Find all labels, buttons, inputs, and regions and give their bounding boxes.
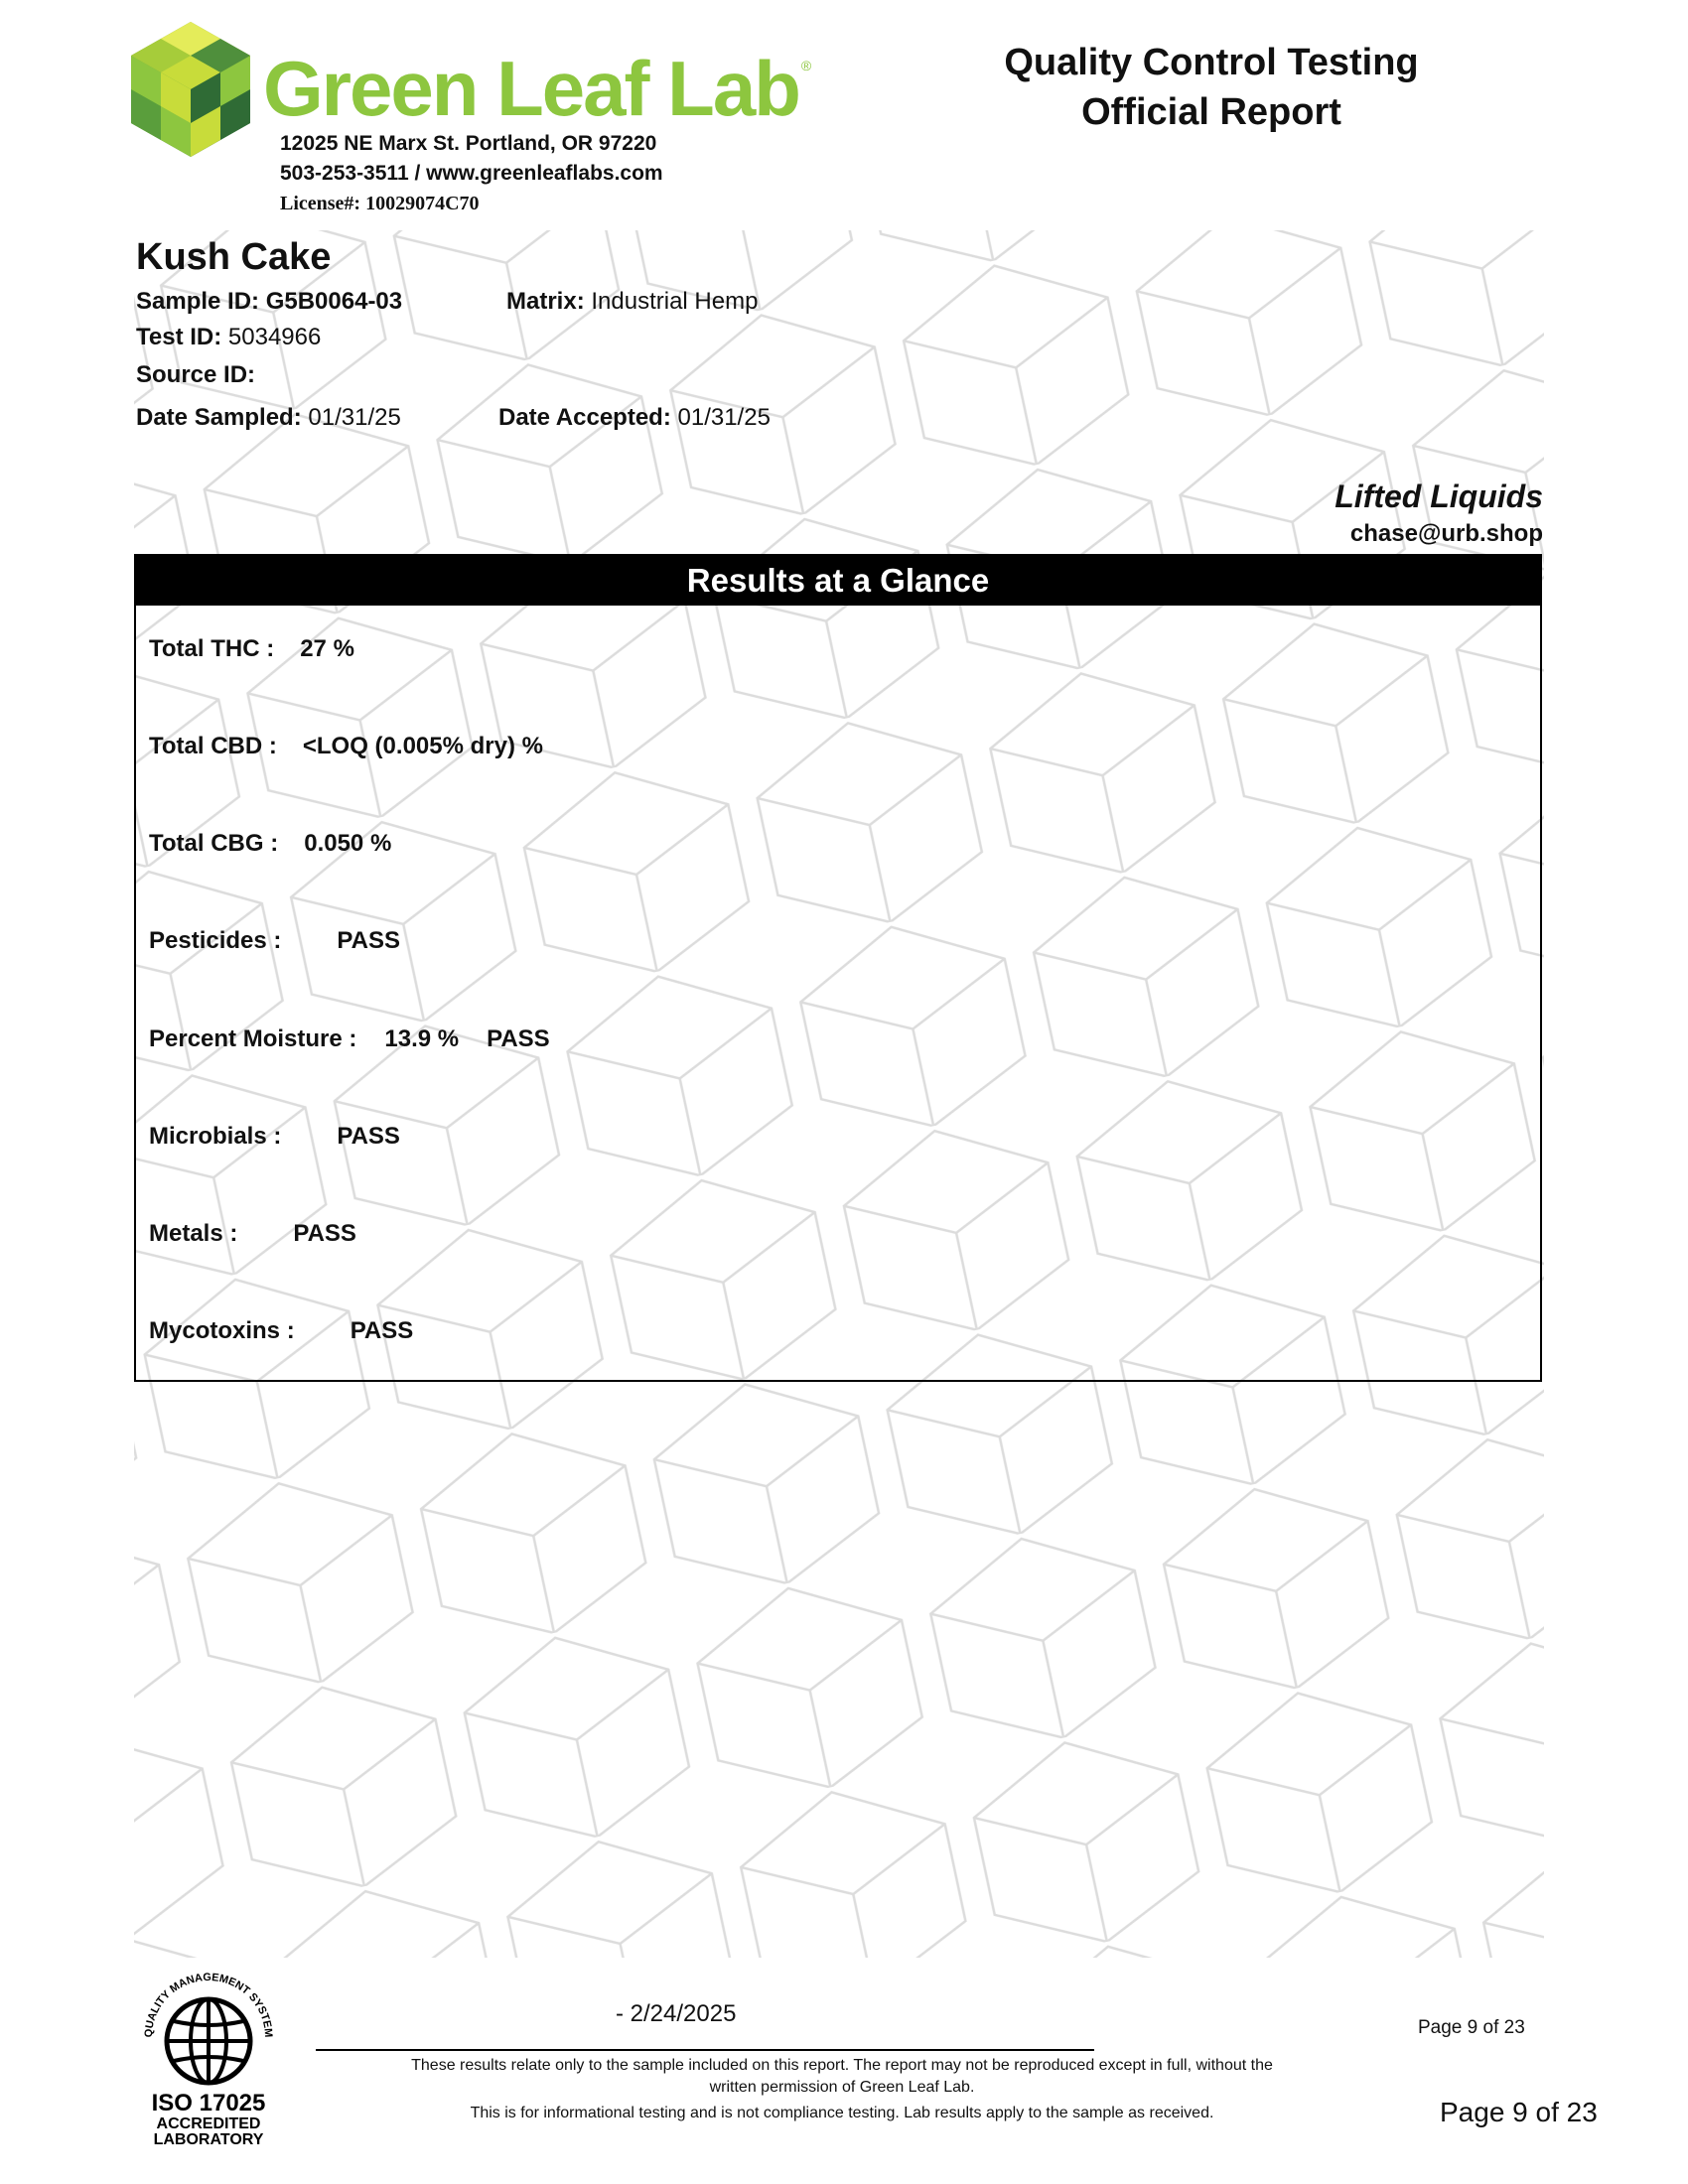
footer-divider bbox=[316, 2049, 1094, 2051]
svg-text:LABORATORY: LABORATORY bbox=[153, 2131, 264, 2146]
page-number-large: Page 9 of 23 bbox=[1440, 2097, 1598, 2127]
sample-id: Sample ID: G5B0064-03 bbox=[136, 288, 403, 315]
source-id: Source ID: bbox=[136, 361, 256, 388]
report-title-line1: Quality Control Testing bbox=[1004, 42, 1419, 83]
report-title-line2: Official Report bbox=[1081, 91, 1341, 133]
results-at-a-glance-panel bbox=[134, 554, 1542, 1382]
result-row-metals: Metals : PASS bbox=[149, 1220, 356, 1247]
test-id: Test ID: 5034966 bbox=[136, 324, 322, 350]
result-row-total-cbd: Total CBD : <LOQ (0.005% dry) % bbox=[149, 733, 543, 759]
result-row-total-thc: Total THC : 27 % bbox=[149, 635, 354, 662]
lab-contact: 503-253-3511 / www.greenleaflabs.com bbox=[280, 162, 663, 185]
result-row-pesticides: Pesticides : PASS bbox=[149, 927, 400, 954]
lab-address: 12025 NE Marx St. Portland, OR 97220 bbox=[280, 132, 657, 155]
green-leaf-lab-cube-logo-icon bbox=[131, 22, 250, 157]
results-header: Results at a Glance bbox=[136, 556, 1540, 606]
result-row-percent-moisture: Percent Moisture : 13.9 % PASS bbox=[149, 1025, 550, 1052]
product-name: Kush Cake bbox=[136, 236, 332, 278]
iso-17025-accredited-badge-icon bbox=[134, 1966, 283, 2146]
result-row-total-cbg: Total CBG : 0.050 % bbox=[149, 830, 392, 857]
lab-license: License#: 10029074C70 bbox=[280, 193, 480, 214]
date-sampled: Date Sampled: 01/31/25 bbox=[136, 404, 401, 431]
client-email: chase@urb.shop bbox=[1349, 520, 1543, 547]
svg-text:ACCREDITED: ACCREDITED bbox=[156, 2116, 261, 2132]
disclaimer-reproduction: These results relate only to the sample included on this report. The report may not be reproduced except in full, without the written permission of Green Leaf Lab. bbox=[411, 2057, 1273, 2096]
svg-text:QUALITY MANAGEMENT SYSTEM: QUALITY MANAGEMENT SYSTEM bbox=[142, 1971, 275, 2038]
date-accepted: Date Accepted: 01/31/25 bbox=[498, 404, 771, 431]
disclaimer-informational: This is for informational testing and is not compliance testing. Lab results apply to the sample as received. bbox=[470, 2105, 1214, 2121]
result-row-mycotoxins: Mycotoxins : PASS bbox=[149, 1317, 414, 1344]
svg-text:ISO 17025: ISO 17025 bbox=[151, 2090, 266, 2116]
lab-wordmark: Green Leaf Lab ® bbox=[263, 45, 810, 132]
result-row-microbials: Microbials : PASS bbox=[149, 1123, 400, 1150]
report-date: - 2/24/2025 bbox=[616, 2000, 737, 2027]
page-number-small: Page 9 of 23 bbox=[1418, 2017, 1525, 2038]
matrix: Matrix: Industrial Hemp bbox=[506, 288, 759, 315]
client-name: Lifted Liquids bbox=[1335, 478, 1543, 514]
